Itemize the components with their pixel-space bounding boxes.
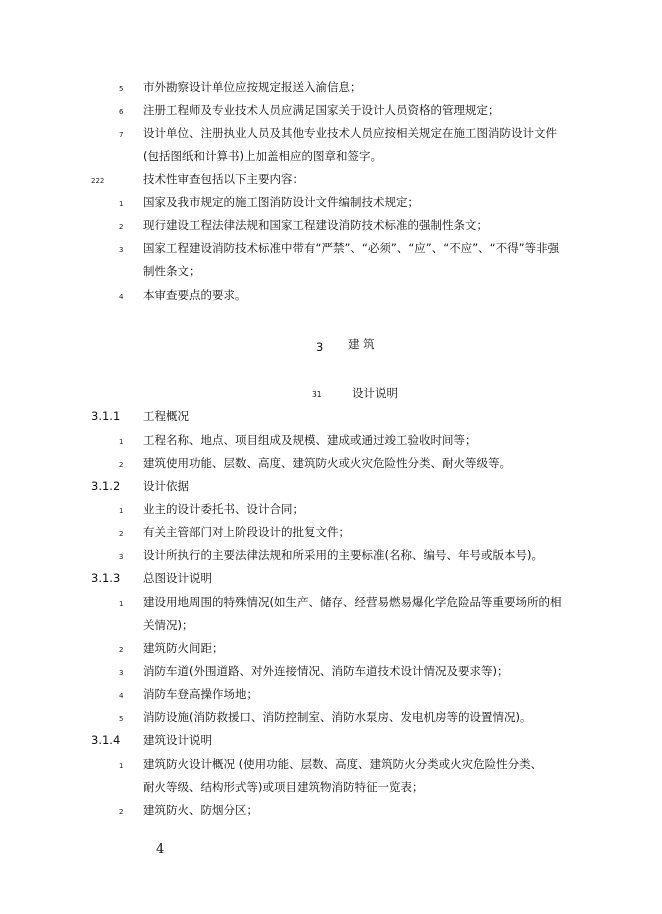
list-item-text: 建设用地周围的特殊情况(如生产、储存、经营易燃易爆化学危险品等重要场所的相 <box>143 595 562 609</box>
list-number: 3 <box>119 553 124 561</box>
list-number: 3 <box>119 669 124 677</box>
list-number: 4 <box>119 692 124 700</box>
chapter-title: 建 筑 <box>348 337 375 351</box>
subsection-number: 3.1.2 <box>91 479 121 493</box>
list-number: 1 <box>119 200 124 208</box>
list-item-text: 消防设施(消防救援口、消防控制室、消防水泵房、发电机房等的设置情况)。 <box>143 710 532 724</box>
section-title: 设计说明 <box>352 386 398 400</box>
list-number: 7 <box>119 131 124 139</box>
list-item-text: 市外勘察设计单位应按规定报送入渝信息； <box>143 80 362 94</box>
list-number: 6 <box>119 108 124 116</box>
list-item-text: 工程名称、地点、项目组成及规模、建成或通过竣工验收时间等； <box>143 433 477 447</box>
list-number: 3 <box>119 246 124 254</box>
list-item-continuation: 制性条文； <box>143 264 201 278</box>
list-item-text: 消防车登高操作场地； <box>143 687 258 701</box>
list-item-text: 建筑防火设计概况 (使用功能、层数、高度、建筑防火分类或火灾危险性分类、 <box>143 757 543 771</box>
list-item-text: 消防车道(外围道路、对外连接情况、消防车道技术设计情况及要求等)； <box>143 664 509 678</box>
list-item-text: 现行建设工程法律法规和国家工程建设消防技术标准的强制性条文； <box>143 218 488 232</box>
list-number: 2 <box>119 808 124 816</box>
subsection-title: 建筑设计说明 <box>143 733 212 747</box>
list-item-text: 建筑防火、防烟分区； <box>143 803 258 817</box>
page-number: 4 <box>156 842 165 857</box>
section-number: 31 <box>312 390 322 399</box>
subsection-title: 设计依据 <box>143 479 189 493</box>
list-number: 2 <box>119 461 124 469</box>
subsection-number: 3.1.4 <box>91 733 121 747</box>
list-item-continuation: 关情况)； <box>143 618 194 632</box>
subsection-number: 3.1.1 <box>91 409 121 423</box>
list-number: 1 <box>119 438 124 446</box>
list-item-text: 设计单位、注册执业人员及其他专业技术人员应按相关规定在施工图消防设计文件 <box>143 126 557 140</box>
chapter-number: 3 <box>316 340 324 354</box>
clause-number: 222 <box>91 177 105 185</box>
list-number: 4 <box>119 293 124 301</box>
list-item-continuation: 耐火等级、结构形式等)或项目建筑物消防特征一览表； <box>143 780 424 794</box>
list-number: 2 <box>119 646 124 654</box>
list-item-text: 建筑使用功能、层数、高度、建筑防火或火灾危险性分类、耐火等级等。 <box>143 456 511 470</box>
clause-text: 技术性审查包括以下主要内容： <box>143 172 304 186</box>
list-number: 1 <box>119 762 124 770</box>
list-item-text: 注册工程师及专业技术人员应满足国家关于设计人员资格的管理规定； <box>143 103 500 117</box>
subsection-title: 总图设计说明 <box>143 571 212 585</box>
list-number: 1 <box>119 600 124 608</box>
list-item-text: 业主的设计委托书、设计合同； <box>143 502 304 516</box>
list-item-text: 国家工程建设消防技术标准中带有“严禁”、“必须”、“应”、“不应”、“不得”等非强 <box>143 241 560 255</box>
list-item-text: 国家及我市规定的施工图消防设计文件编制技术规定； <box>143 195 419 209</box>
subsection-title: 工程概况 <box>143 409 189 423</box>
list-item-text: 设计所执行的主要法律法规和所采用的主要标准(名称、编号、年号或版本号)。 <box>143 548 543 562</box>
list-number: 5 <box>119 85 124 93</box>
list-item-text: 本审查要点的要求。 <box>143 288 247 302</box>
list-number: 2 <box>119 223 124 231</box>
list-item-text: 建筑防火间距； <box>143 641 224 655</box>
list-item-text: 有关主管部门对上阶段设计的批复文件； <box>143 525 350 539</box>
list-item-continuation: (包括图纸和计算书)上加盖相应的图章和签字。 <box>143 149 382 163</box>
list-number: 5 <box>119 715 124 723</box>
list-number: 2 <box>119 530 124 538</box>
subsection-number: 3.1.3 <box>91 571 121 585</box>
list-number: 1 <box>119 507 124 515</box>
